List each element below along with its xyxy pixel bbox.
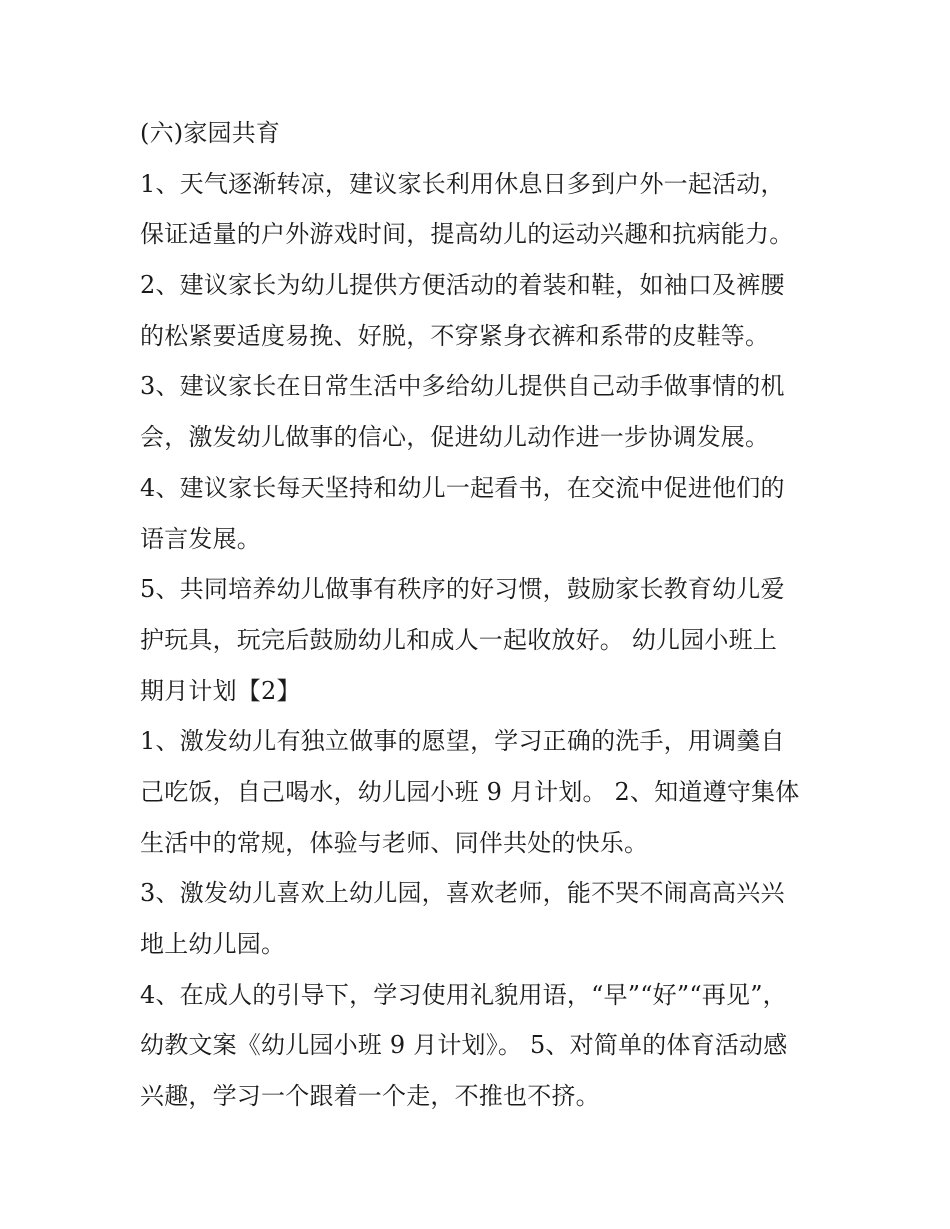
- text-line: 兴趣，学习一个跟着一个走，不推也不挤。: [140, 1082, 600, 1111]
- text-line: 3、激发幼儿喜欢上幼儿园，喜欢老师，能不哭不闹高高兴兴: [140, 879, 785, 908]
- text-line: 语言发展。: [140, 524, 261, 553]
- text-line: 的松紧要适度易挽、好脱，不穿紧身衣裤和系带的皮鞋等。: [140, 321, 770, 350]
- section-heading: (六)家园共育: [140, 119, 281, 147]
- text-line: 4、在成人的引导下，学习使用礼貌用语，“早”“好”“再见”，: [140, 980, 787, 1009]
- text-line: 2、建议家长为幼儿提供方便活动的着装和鞋，如袖口及裤腰: [140, 271, 785, 300]
- text-line: 1、激发幼儿有独立做事的愿望，学习正确的洗手，用调羹自: [140, 727, 785, 756]
- text-line: 生活中的常规，体验与老师、同伴共处的快乐。: [140, 828, 649, 857]
- text-line: 地上幼儿园。: [140, 930, 286, 958]
- text-line: 3、建议家长在日常生活中多给幼儿提供自己动手做事情的机: [140, 372, 785, 401]
- document-body: [140, 108, 820, 1122]
- text-line: 5、共同培养幼儿做事有秩序的好习惯，鼓励家长教育幼儿爱: [140, 575, 785, 604]
- text-line: 幼教文案《幼儿园小班 9 月计划》。 5、对简单的体育活动感: [140, 1031, 788, 1060]
- text-line: 期月计划【2】: [140, 676, 301, 705]
- text-line: 4、建议家长每天坚持和幼儿一起看书，在交流中促进他们的: [140, 473, 785, 502]
- text-line: 1、天气逐渐转凉，建议家长利用休息日多到户外一起活动，: [140, 169, 785, 198]
- text-line: 护玩具，玩完后鼓励幼儿和成人一起收放好。 幼儿园小班上: [140, 625, 778, 654]
- text-line: 己吃饭，自己喝水，幼儿园小班 9 月计划。 2、知道遵守集体: [140, 777, 800, 806]
- text-line: 保证适量的户外游戏时间，提高幼儿的运动兴趣和抗病能力。: [140, 220, 794, 249]
- text-line: 会，激发幼儿做事的信心，促进幼儿动作进一步协调发展。: [140, 423, 770, 452]
